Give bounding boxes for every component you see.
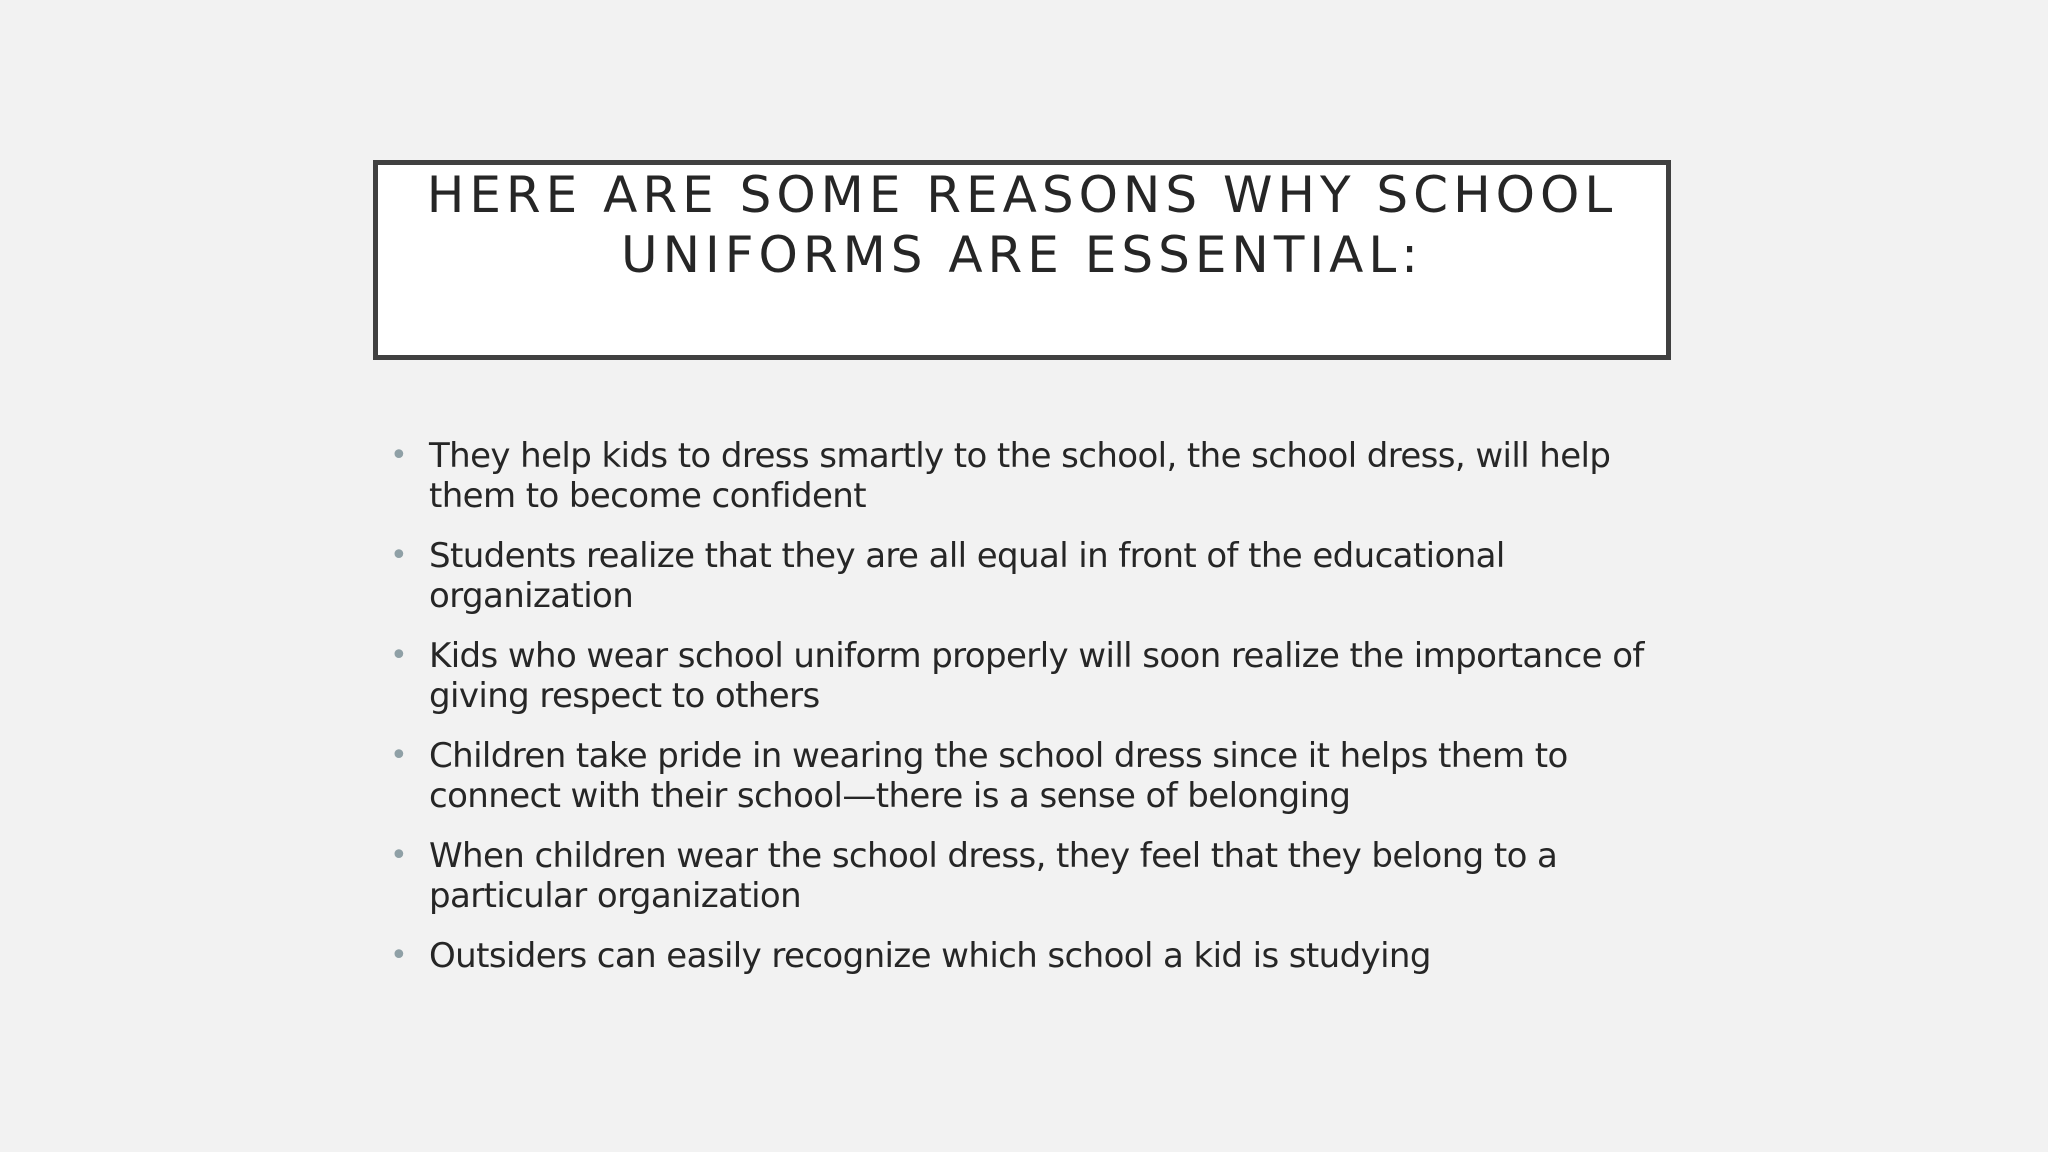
list-item: [386, 836, 1676, 916]
bullet-text: When children wear the school dress, they feel that they belong to a particular organization: [429, 836, 1558, 916]
title-box: [373, 160, 1671, 360]
list-item: [386, 736, 1676, 816]
bullet-list: [386, 436, 1676, 996]
bullet-icon: •: [390, 438, 408, 473]
bullet-icon: •: [390, 938, 408, 973]
list-item: [386, 436, 1676, 516]
slide-title: HERE ARE SOME REASONS WHY SCHOOL UNIFORMS ARE ESSENTIAL:: [426, 166, 1618, 284]
bullet-icon: •: [390, 638, 408, 673]
list-item: [386, 936, 1676, 976]
list-item: [386, 636, 1676, 716]
bullet-text: Outsiders can easily recognize which school a kid is studying: [429, 936, 1431, 976]
bullet-icon: •: [390, 538, 408, 573]
bullet-text: Students realize that they are all equal in front of the educational organization: [429, 536, 1505, 616]
bullet-icon: •: [390, 838, 408, 873]
bullet-text: They help kids to dress smartly to the school, the school dress, will help them to become confident: [429, 436, 1611, 516]
list-item: [386, 536, 1676, 616]
bullet-text: Kids who wear school uniform properly will soon realize the importance of giving respect to others: [429, 636, 1644, 716]
bullet-text: Children take pride in wearing the school dress since it helps them to connect with their school—there is a sense of belonging: [429, 736, 1568, 816]
bullet-icon: •: [390, 738, 408, 773]
